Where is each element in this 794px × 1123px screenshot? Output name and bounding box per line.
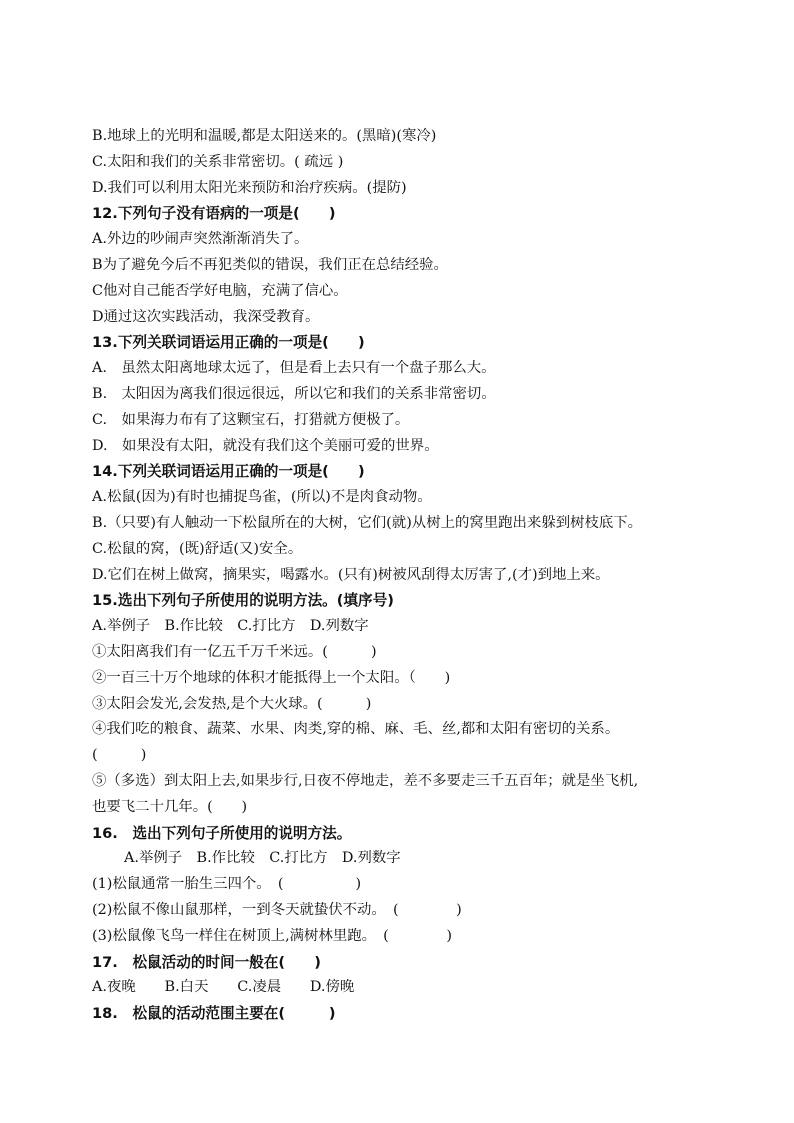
- option-line: C他对自己能否学好电脑，充满了信心。: [92, 282, 348, 299]
- question-15-title: 15.选出下列句子所使用的说明方法。(填序号): [92, 592, 394, 610]
- answer-blank: ( ): [92, 747, 147, 764]
- option-line: B.（只要)有人触动一下松鼠所在的大树，它们(就)从树上的窝里跑出来躲到树枝底下。: [92, 514, 643, 531]
- option-line: A.夜晚 B.白天 C.凌晨 D.傍晚: [92, 979, 355, 996]
- option-line: D. 如果没有太阳，就没有我们这个美丽可爱的世界。: [92, 437, 439, 454]
- option-line: A.外边的吵闹声突然渐渐消失了。: [92, 231, 309, 248]
- option-line: D.它们在树上做窝，摘果实，喝露水。(只有)树被风刮得太厉害了,(才)到地上来。: [92, 566, 610, 583]
- question-16-title: 16. 选出下列句子所使用的说明方法。: [92, 824, 352, 842]
- question-18-title: 18. 松鼠的活动范围主要在( ): [92, 1005, 336, 1023]
- sentence-line: (2)松鼠不像山鼠那样，一到冬天就蛰伏不动。 ( ): [92, 901, 462, 918]
- option-line: A. 虽然太阳离地球太远了，但是看上去只有一个盘子那么大。: [92, 360, 496, 377]
- sentence-line: (1)松鼠通常一胎生三四个。 ( ): [92, 876, 362, 893]
- sentence-line: ①太阳离我们有一亿五千万千米远。( ): [92, 643, 377, 660]
- question-14-title: 14.下列关联词语运用正确的一项是( ): [92, 463, 365, 481]
- method-options: A.举例子 B.作比较 C.打比方 D.列数字: [92, 618, 369, 635]
- method-options: A.举例子 B.作比较 C.打比方 D.列数字: [124, 850, 401, 867]
- sentence-line: 也要飞二十几年。( ): [92, 798, 248, 815]
- option-line: B为了避免今后不再犯类似的错误，我们正在总结经验。: [92, 256, 448, 273]
- sentence-line: ②一百三十万个地球的体积才能抵得上一个太阳。（ ): [92, 669, 451, 686]
- question-17-title: 17. 松鼠活动的时间一般在( ): [92, 953, 321, 971]
- question-13-title: 13.下列关联词语运用正确的一项是( ): [92, 334, 365, 352]
- option-line: C.太阳和我们的关系非常密切。( 疏远 ): [92, 153, 344, 170]
- question-12-title: 12.下列句子没有语病的一项是( ): [92, 205, 336, 223]
- option-line: B.地球上的光明和温暖,都是太阳送来的。(黑暗)(寒冷): [92, 128, 437, 144]
- option-line: C. 如果海力布有了这颗宝石，打猎就方便极了。: [92, 411, 410, 428]
- sentence-line: ⑤（多选）到太阳上去,如果步行,日夜不停地走，差不多要走三千五百年；就是坐飞机,: [92, 772, 639, 789]
- option-line: D通过这次实践活动，我深受教育。: [92, 308, 320, 325]
- worksheet-page: [92, 124, 732, 1027]
- sentence-line: (3)松鼠像飞鸟一样住在树顶上,满树林里跑。 ( ): [92, 927, 452, 944]
- option-line: A.松鼠(因为)有时也捕捉鸟雀，(所以)不是肉食动物。: [92, 489, 432, 506]
- sentence-line: ④我们吃的粮食、蔬菜、水果、肉类,穿的棉、麻、毛、丝,都和太阳有密切的关系。: [92, 721, 620, 738]
- option-line: D.我们可以利用太阳光来预防和治疗疾病。(提防): [92, 179, 407, 196]
- option-line: C.松鼠的窝，(既)舒适(又)安全。: [92, 540, 303, 557]
- sentence-line: ③太阳会发光,会发热,是个大火球。( ): [92, 695, 372, 712]
- option-line: B. 太阳因为离我们很远很远，所以它和我们的关系非常密切。: [92, 385, 496, 402]
